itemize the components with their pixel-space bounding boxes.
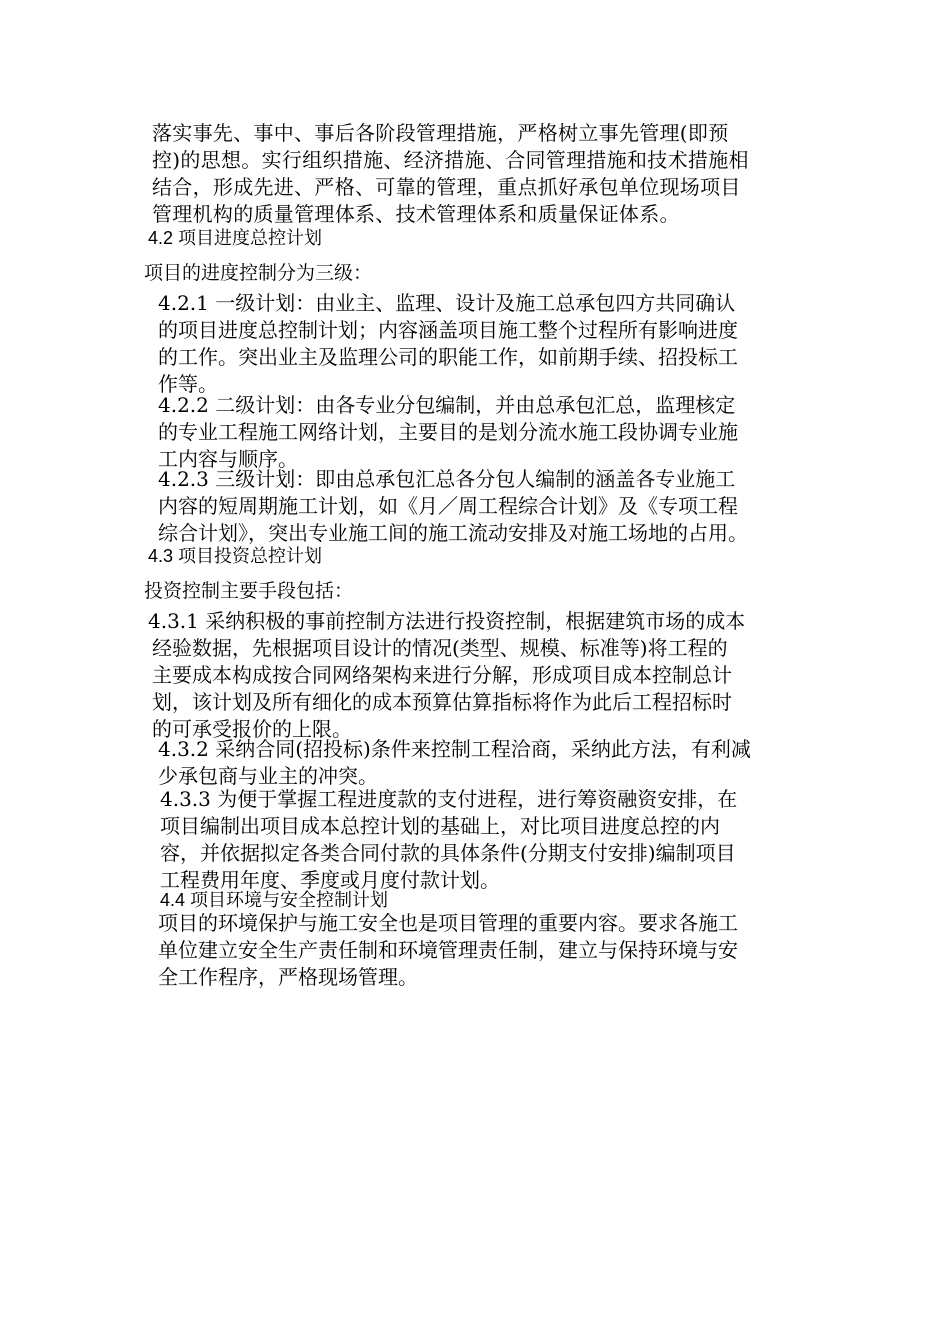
body-line: 项目的环境保护与施工安全也是项目管理的重要内容。要求各施工 (158, 911, 738, 935)
item-line: 工内容与顺序。 (158, 447, 298, 471)
item-line: 4.2.2 二级计划：由各专业分包编制，并由总承包汇总，监理核定 (158, 393, 736, 417)
section-lead-4-3: 投资控制主要手段包括： (144, 580, 354, 602)
item-4-2-2 (158, 392, 738, 473)
intro-line: 落实事先、事中、事后各阶段管理措施，严格树立事先管理(即预 (152, 121, 729, 145)
item-line: 综合计划》，突出专业施工间的施工流动安排及对施工场地的占用。 (158, 521, 748, 545)
item-line: 的项目进度总控制计划；内容涵盖项目施工整个过程所有影响进度 (158, 318, 738, 342)
item-line: 作等。 (158, 372, 218, 396)
item-line: 划，该计划及所有细化的成本预算估算指标将作为此后工程招标时 (152, 690, 732, 714)
item-line: 容，并依据拟定各类合同付款的具体条件(分期支付安排)编制项目 (160, 841, 736, 865)
body-line: 全工作程序，严格现场管理。 (158, 965, 418, 989)
item-line: 内容的短周期施工计划，如《月／周工程综合计划》及《专项工程 (158, 494, 738, 518)
section-body-4-4 (158, 910, 738, 991)
section-lead-4-2: 项目的进度控制分为三级： (144, 262, 373, 284)
item-line: 的专业工程施工网络计划，主要目的是划分流水施工段协调专业施 (158, 420, 738, 444)
item-4-2-3 (158, 466, 748, 547)
item-line: 4.3.3 为便于掌握工程进度款的支付进程，进行筹资融资安排，在 (160, 787, 738, 811)
item-4-3-2 (158, 736, 751, 790)
intro-paragraph (152, 120, 749, 228)
item-line: 工程费用年度、季度或月度付款计划。 (160, 868, 500, 892)
item-line: 4.2.1 一级计划：由业主、监理、设计及施工总承包四方共同确认 (158, 291, 736, 315)
body-line: 单位建立安全生产责任制和环境管理责任制，建立与保持环境与安 (158, 938, 738, 962)
item-line: 的工作。突出业主及监理公司的职能工作，如前期手续、招投标工 (158, 345, 738, 369)
item-4-2-1 (158, 290, 738, 398)
item-line: 经验数据，先根据项目设计的情况(类型、规模、标准等)将工程的 (152, 636, 728, 660)
section-heading-4-2: 4.2 项目进度总控计划 (148, 228, 323, 248)
item-line: 少承包商与业主的冲突。 (158, 764, 378, 788)
item-line: 4.2.3 三级计划：即由总承包汇总各分包人编制的涵盖各专业施工 (158, 467, 736, 491)
section-heading-4-3: 4.3 项目投资总控计划 (148, 546, 323, 566)
item-line: 项目编制出项目成本总控计划的基础上，对比项目进度总控的内 (160, 814, 720, 838)
item-4-3-1 (148, 608, 745, 743)
item-4-3-3 (160, 786, 737, 894)
intro-line: 结合，形成先进、严格、可靠的管理，重点抓好承包单位现场项目 (152, 175, 741, 199)
item-line: 的可承受报价的上限。 (152, 717, 352, 741)
intro-line: 管理机构的质量管理体系、技术管理体系和质量保证体系。 (152, 202, 680, 226)
intro-line: 控)的思想。实行组织措施、经济措施、合同管理措施和技术措施相 (152, 148, 749, 172)
section-heading-4-4: 4.4 项目环境与安全控制计划 (160, 890, 389, 910)
item-line: 4.3.2 采纳合同(招投标)条件来控制工程洽商，采纳此方法，有利减 (158, 737, 751, 761)
item-line: 主要成本构成按合同网络架构来进行分解，形成项目成本控制总计 (152, 663, 732, 687)
item-line: 4.3.1 采纳积极的事前控制方法进行投资控制，根据建筑市场的成本 (148, 609, 746, 633)
